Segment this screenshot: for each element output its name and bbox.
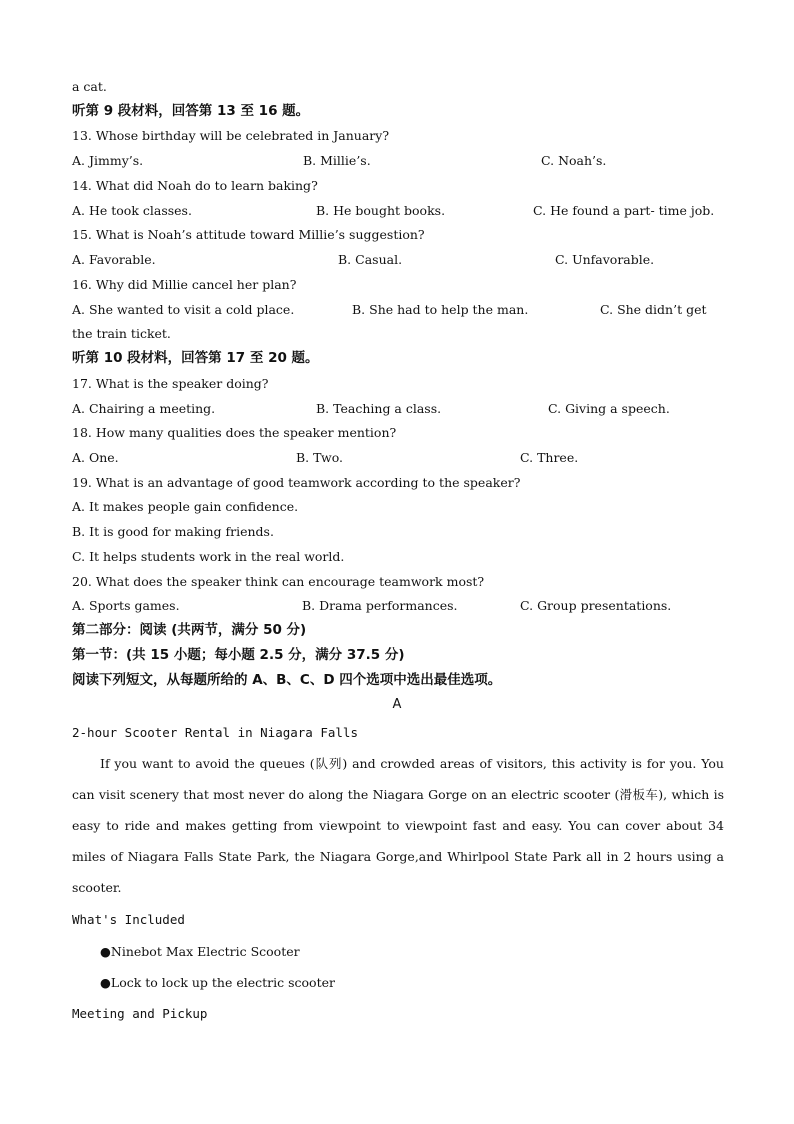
q20-option-c: C. Group presentations. xyxy=(520,598,672,613)
q13-option-a: A. Jimmy’s. xyxy=(72,153,144,168)
question-19: 19. What is an advantage of good teamwork according to the speaker? xyxy=(72,475,521,490)
section-9-header: 听第 9 段材料，回答第 13 至 16 题。 xyxy=(72,103,310,119)
q15-option-a: A. Favorable. xyxy=(72,252,156,267)
passage-body xyxy=(72,748,724,903)
question-15: 15. What is Noah’s attitude toward Millie’s suggestion? xyxy=(72,227,425,242)
q16-option-a: A. She wanted to visit a cold place. xyxy=(72,302,295,317)
q16-option-b: B. She had to help the man. xyxy=(352,302,529,317)
passage-paragraph: If you want to avoid the queues (队列) and crowded areas of visitors, this activity is for you. You can visit scenery that most never do along the Niagara Gorge on an electric scooter (滑板车), which is easy to ride and makes getting from viewpoint to viewpoint fast and easy. You can cover about 34 miles of Niagara Falls State Park, the Niagara Gorge,and Whirlpool State Park all in 2 hours using a scooter. xyxy=(72,756,724,895)
included-heading: What's Included xyxy=(72,912,185,927)
q13-option-b: B. Millie’s. xyxy=(303,153,371,168)
carryover-text: a cat. xyxy=(72,79,107,94)
q17-option-b: B. Teaching a class. xyxy=(316,401,442,416)
q17-option-a: A. Chairing a meeting. xyxy=(72,401,216,416)
question-16: 16. Why did Millie cancel her plan? xyxy=(72,277,297,292)
part-2-instruction: 阅读下列短文，从每题所给的 A、B、C、D 四个选项中选出最佳选项。 xyxy=(72,672,502,688)
q19-option-a: A. It makes people gain confidence. xyxy=(72,499,299,514)
part-2-section-1-header: 第一节：(共 15 小题；每小题 2.5 分，满分 37.5 分) xyxy=(72,647,405,663)
q18-option-c: C. Three. xyxy=(520,450,579,465)
q16-option-c-continued: the train ticket. xyxy=(72,326,171,341)
question-17: 17. What is the speaker doing? xyxy=(72,376,269,391)
q19-option-c: C. It helps students work in the real world. xyxy=(72,549,345,564)
question-18: 18. How many qualities does the speaker mention? xyxy=(72,425,397,440)
q13-option-c: C. Noah’s. xyxy=(541,153,607,168)
included-item: ●Ninebot Max Electric Scooter xyxy=(100,944,300,959)
meeting-heading: Meeting and Pickup xyxy=(72,1006,208,1021)
q14-option-b: B. He bought books. xyxy=(316,203,446,218)
q19-option-b: B. It is good for making friends. xyxy=(72,524,274,539)
passage-letter: A xyxy=(392,697,402,712)
q16-option-c: C. She didn’t get xyxy=(600,302,707,317)
part-2-header: 第二部分：阅读 (共两节，满分 50 分) xyxy=(72,622,307,638)
question-13: 13. Whose birthday will be celebrated in January? xyxy=(72,128,390,143)
question-20: 20. What does the speaker think can encourage teamwork most? xyxy=(72,574,485,589)
q14-option-a: A. He took classes. xyxy=(72,203,192,218)
q15-option-b: B. Casual. xyxy=(338,252,403,267)
q18-option-a: A. One. xyxy=(72,450,119,465)
q20-option-a: A. Sports games. xyxy=(72,598,180,613)
passage-title: 2-hour Scooter Rental in Niagara Falls xyxy=(72,725,358,740)
q17-option-c: C. Giving a speech. xyxy=(548,401,670,416)
q20-option-b: B. Drama performances. xyxy=(302,598,458,613)
q14-option-c: C. He found a part- time job. xyxy=(533,203,715,218)
included-item: ●Lock to lock up the electric scooter xyxy=(100,975,335,990)
q18-option-b: B. Two. xyxy=(296,450,344,465)
section-10-header: 听第 10 段材料，回答第 17 至 20 题。 xyxy=(72,350,319,366)
question-14: 14. What did Noah do to learn baking? xyxy=(72,178,318,193)
q15-option-c: C. Unfavorable. xyxy=(555,252,655,267)
